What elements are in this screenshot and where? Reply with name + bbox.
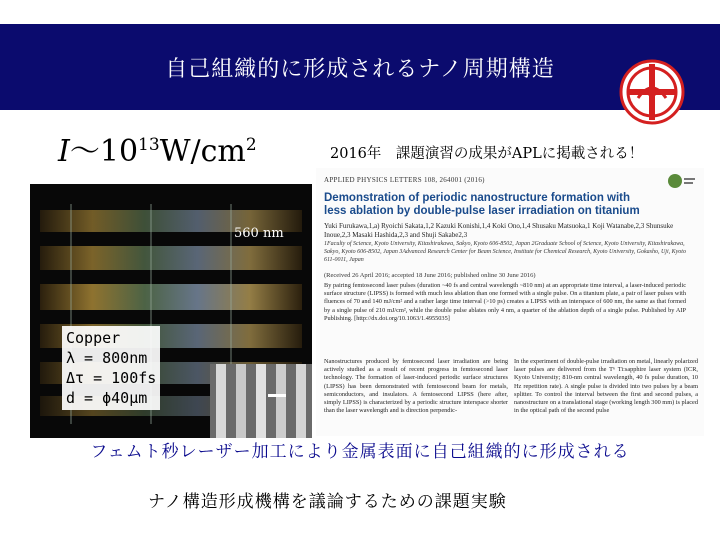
paper-authors: Yuki Furukawa,1,a) Ryoichi Sakata,1,2 Kazuki Konishi,1,4 Koki Ono,1,4 Shusaku Matsuoka,1 Koji Watanabe,2,3 Shunsuke Inoue,2,3 Masaki Hashida,2,3 and Shuji Sakabe2,3	[324, 222, 674, 239]
sem-inset	[210, 364, 312, 438]
crossmark-icon	[666, 170, 696, 192]
intensity-exponent: 13	[138, 135, 160, 155]
paper-excerpt	[316, 168, 704, 436]
spot-diameter-label: d = ϕ40μm	[66, 389, 148, 407]
intensity-symbol: I	[58, 134, 70, 169]
paper-title: Demonstration of periodic nanostructure formation with less ablation by double-pulse laser irradiation on titanium	[324, 192, 640, 217]
title-banner	[0, 24, 720, 110]
page-title: 自己組織的に形成されるナノ周期構造	[165, 57, 555, 82]
material-label: Copper	[66, 329, 121, 347]
sem-image	[210, 364, 312, 438]
laser-intensity	[58, 126, 257, 170]
paper-abstract: By pairing femtosecond laser pulses (duration ~40 fs and central wavelength ~810 nm) at an appropriate time interval, a laser-induced periodic surface structure (LIPSS) is formed with much less ablation than one formed with a single pulse. On a titanium plate, a pair of laser pulses with fluences of 70 and 140 mJ/cm² and a rather large time interval (>10 ps) creates a LIPSS with an interspace of 600 nm, the same as that formed by a single pulse of 210 mJ/cm², while the double pulse ablates only 4 nm, a quarter of the ablation depth of a single pulse. Published by AIP Publishing. [http://dx.doi.org/10.1063/1.4955035]	[324, 282, 686, 322]
intensity-unit-exponent: 2	[245, 135, 257, 155]
caption-line-1: フェムト秒レーザー加工により金属表面に自己組織的に形成される	[90, 442, 630, 462]
paper-body-left: Nanostructures produced by femtosecond laser irradiation are being actively studied as a result of recent progress in femtosecond laser technology. The formation of laser-induced periodic surface structures (LIPSS) has been demonstrated with femtosecond beam for metals, semiconductors, and insulators. A femtosecond LIPSS (here after, simply LIPSS) is characterized by a periodic structure interspace shorter than the laser wavelength and is direction perpendic-	[324, 358, 508, 415]
paper-received: (Received 26 April 2016; accepted 18 June 2016; published online 30 June 2016)	[324, 272, 536, 279]
university-logo	[618, 58, 686, 126]
journal-header: APPLIED PHYSICS LETTERS 108, 264001 (2016)	[324, 176, 485, 184]
paper-body-right: In the experiment of double-pulse irradiation on metal, linearly polarized laser pulses are delivered from the T⁶ Ti:sapphire laser system (ICR, Kyoto University; 810-nm central wavelength, 40 fs pulse duration, 10 Hz repetition rate). A single pulse is divided into two pulses by a beam splitter. To control the interval between the first and second pulses, a nanostructure on a translational stage (working length 300 mm) is placed in the optical path of the second pulse	[514, 358, 698, 415]
intensity-prefix: ～10	[69, 134, 139, 169]
scale-bar-label: 560 nm	[234, 226, 284, 241]
caption-line-2: ナノ構造形成機構を議論するための課題実験	[148, 492, 507, 512]
wavelength-label: λ = 800nm	[66, 349, 148, 367]
publication-note: 2016年 課題演習の成果がAPLに掲載される！	[330, 146, 644, 162]
experiment-parameters	[62, 326, 160, 410]
pulse-duration-label: Δτ = 100fs	[66, 369, 157, 387]
intensity-unit: W/cm	[159, 134, 246, 169]
paper-affiliations: 1Faculty of Science, Kyoto University, Kitashirakawa, Sakyo, Kyoto 606-8502, Japan 2Graduate School of Science, Kyoto University, Kitashirakawa, Sakyo, Kyoto 606-8502, Japan 3Advanced Research Center for Beam Science, Institute for Chemical Research, Kyoto University, Gokasho, Uji, Kyoto 611-0011, Japan	[324, 241, 686, 263]
